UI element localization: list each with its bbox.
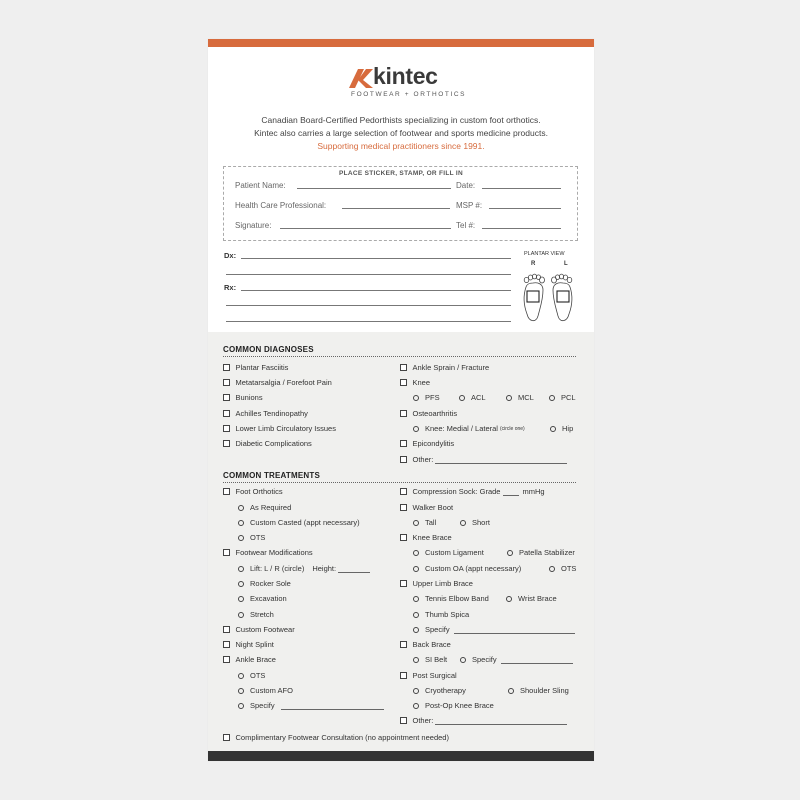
treatments-divider — [223, 482, 576, 483]
plantar-right-label: R — [531, 261, 536, 267]
tx-walker-tall[interactable]: Tall — [413, 518, 436, 527]
dx-bunions[interactable]: Bunions — [223, 393, 263, 402]
tx-walker-short[interactable]: Short — [460, 518, 490, 527]
tx-fm-lift[interactable]: Lift: L / R (circle) Height: — [238, 564, 370, 573]
radio[interactable] — [238, 612, 244, 618]
checkbox[interactable] — [400, 488, 407, 495]
checkbox[interactable] — [400, 641, 407, 648]
tx-night-splint[interactable]: Night Splint — [223, 640, 274, 649]
radio[interactable] — [413, 657, 419, 663]
ab-specify-field[interactable] — [281, 701, 384, 710]
date-field[interactable] — [482, 188, 561, 189]
hcp-label: Health Care Professional: — [235, 201, 327, 210]
circle-one-note: (circle one) — [499, 425, 525, 432]
tx-footwear-consultation[interactable]: Complimentary Footwear Consultation (no appointment needed) — [223, 733, 449, 742]
compression-grade-field[interactable] — [503, 487, 519, 496]
checkbox[interactable] — [223, 626, 230, 633]
radio[interactable] — [460, 657, 466, 663]
signature-label: Signature: — [235, 221, 272, 230]
radio[interactable] — [413, 520, 419, 526]
tx-post-cryo[interactable]: Cryotherapy — [413, 686, 466, 695]
dx-knee-acl[interactable]: ACL — [459, 393, 486, 402]
tx-foot-orthotics[interactable]: Foot Orthotics — [223, 487, 283, 496]
tx-footwear-mods[interactable]: Footwear Modifications — [223, 548, 313, 557]
tx-post-knee[interactable]: Post-Op Knee Brace — [413, 701, 494, 710]
dx-label: Dx: — [224, 251, 237, 260]
dx-circulatory[interactable]: Lower Limb Circulatory Issues — [223, 424, 336, 433]
date-label: Date: — [456, 181, 476, 190]
msp-field[interactable] — [489, 208, 561, 209]
tx-fm-rocker[interactable]: Rocker Sole — [238, 579, 291, 588]
dx-other[interactable]: Other: — [400, 455, 567, 464]
radio[interactable] — [238, 673, 244, 679]
dx-osteoarthritis[interactable]: Osteoarthritis — [400, 409, 457, 418]
plantar-feet-diagram[interactable] — [520, 272, 576, 326]
brand-name: kintec — [373, 63, 438, 89]
tx-back-brace[interactable]: Back Brace — [400, 640, 451, 649]
checkbox[interactable] — [400, 504, 407, 511]
tx-ab-custom-afo[interactable]: Custom AFO — [238, 686, 293, 695]
dx-line-1[interactable] — [241, 258, 511, 259]
radio[interactable] — [508, 688, 514, 694]
sticker-title: PLACE STICKER, STAMP, OR FILL IN — [208, 162, 594, 180]
radio[interactable] — [238, 505, 244, 511]
checkbox[interactable] — [400, 410, 407, 417]
tx-fm-stretch[interactable]: Stretch — [238, 610, 274, 619]
patient-name-label: Patient Name: — [235, 181, 286, 190]
checkbox[interactable] — [400, 440, 407, 447]
radio[interactable] — [413, 688, 419, 694]
dx-epicondylitis[interactable]: Epicondylitis — [400, 439, 454, 448]
checkbox[interactable] — [223, 394, 230, 401]
checkbox[interactable] — [223, 379, 230, 386]
tx-walker-boot[interactable]: Walker Boot — [400, 503, 453, 512]
dx-knee[interactable]: Knee — [400, 378, 430, 387]
tx-ul-wrist[interactable]: Wrist Brace — [506, 594, 557, 603]
kintec-logo — [348, 63, 467, 101]
rx-line-1[interactable] — [241, 290, 511, 291]
dx-metatarsalgia[interactable]: Metatarsalgia / Forefoot Pain — [223, 378, 332, 387]
kintec-k-mark-icon — [349, 67, 375, 89]
checkbox[interactable] — [223, 549, 230, 556]
radio[interactable] — [413, 550, 419, 556]
tx-upper-limb[interactable]: Upper Limb Brace — [400, 579, 473, 588]
radio[interactable] — [413, 426, 419, 432]
radio[interactable] — [506, 395, 512, 401]
radio[interactable] — [549, 566, 555, 572]
dx-knee-pfs[interactable]: PFS — [413, 393, 440, 402]
checkbox[interactable] — [223, 364, 230, 371]
checkbox[interactable] — [223, 734, 230, 741]
ul-specify-field[interactable] — [454, 625, 575, 634]
radio[interactable] — [506, 596, 512, 602]
radio[interactable] — [238, 535, 244, 541]
radio[interactable] — [238, 703, 244, 709]
intro-line-2: Kintec also carries a large selection of footwear and sports medicine products. — [254, 128, 548, 138]
checkbox[interactable] — [400, 456, 407, 463]
brand-tagline: FOOTWEAR + ORTHOTICS — [351, 91, 467, 98]
tel-field[interactable] — [482, 228, 561, 229]
fm-height-field[interactable] — [338, 564, 370, 573]
dx-oa-knee[interactable]: Knee: Medial / Lateral (circle one) — [413, 424, 525, 433]
checkbox[interactable] — [400, 580, 407, 587]
rx-line-2[interactable] — [226, 305, 511, 306]
back-specify-field[interactable] — [501, 655, 573, 664]
tx-ab-specify[interactable]: Specify — [238, 701, 384, 710]
dx-knee-mcl[interactable]: MCL — [506, 393, 534, 402]
checkbox[interactable] — [223, 440, 230, 447]
tx-back-specify[interactable]: Specify — [460, 655, 573, 664]
radio[interactable] — [238, 566, 244, 572]
tx-other-field[interactable] — [435, 716, 567, 725]
signature-field[interactable] — [280, 228, 451, 229]
checkbox[interactable] — [400, 379, 407, 386]
radio[interactable] — [413, 627, 419, 633]
tx-kb-custom-oa[interactable]: Custom OA (appt necessary) — [413, 564, 521, 573]
tx-post-surgical[interactable]: Post Surgical — [400, 671, 457, 680]
tx-compression-sock[interactable]: Compression Sock: Grade mmHg — [400, 487, 545, 496]
tel-label: Tel #: — [456, 221, 476, 230]
checkbox[interactable] — [400, 672, 407, 679]
dx-other-field[interactable] — [435, 455, 567, 464]
radio[interactable] — [413, 566, 419, 572]
checkbox[interactable] — [223, 641, 230, 648]
checkbox[interactable] — [223, 656, 230, 663]
dx-ankle-sprain[interactable]: Ankle Sprain / Fracture — [400, 363, 489, 372]
tx-kb-ots[interactable]: OTS — [549, 564, 576, 573]
radio[interactable] — [549, 395, 555, 401]
tx-fm-excavation[interactable]: Excavation — [238, 594, 287, 603]
tx-ab-ots[interactable]: OTS — [238, 671, 265, 680]
checkbox[interactable] — [400, 534, 407, 541]
dx-line-2[interactable] — [226, 274, 511, 275]
dx-diabetic[interactable]: Diabetic Complications — [223, 439, 312, 448]
plantar-left-label: L — [564, 261, 568, 267]
dx-plantar-fasciitis[interactable]: Plantar Fasciitis — [223, 363, 288, 372]
intro-line-3: Supporting medical practitioners since 1991. — [317, 141, 485, 151]
rx-line-3[interactable] — [226, 321, 511, 322]
dx-achilles[interactable]: Achilles Tendinopathy — [223, 409, 308, 418]
top-accent-bar — [208, 39, 594, 47]
plantar-view-title: PLANTAR VIEW — [524, 251, 565, 257]
radio[interactable] — [238, 596, 244, 602]
msp-label: MSP #: — [456, 201, 483, 210]
radio[interactable] — [459, 395, 465, 401]
diagnoses-divider — [223, 356, 576, 357]
treatments-heading: COMMON TREATMENTS — [223, 471, 321, 480]
tx-knee-brace[interactable]: Knee Brace — [400, 533, 452, 542]
checkbox[interactable] — [223, 425, 230, 432]
dx-knee-pcl[interactable]: PCL — [549, 393, 576, 402]
tx-fo-as-required[interactable]: As Required — [238, 503, 291, 512]
checkbox[interactable] — [400, 717, 407, 724]
intro-line-1: Canadian Board-Certified Pedorthists specializing in custom foot orthotics. — [261, 115, 541, 125]
hcp-field[interactable] — [342, 208, 450, 209]
tx-ul-thumb[interactable]: Thumb Spica — [413, 610, 469, 619]
tx-other[interactable]: Other: — [400, 716, 567, 725]
radio[interactable] — [238, 688, 244, 694]
radio[interactable] — [550, 426, 556, 432]
dx-oa-hip[interactable]: Hip — [550, 424, 573, 433]
diagnoses-heading: COMMON DIAGNOSES — [223, 345, 314, 354]
checkbox[interactable] — [223, 410, 230, 417]
radio[interactable] — [507, 550, 513, 556]
radio[interactable] — [460, 520, 466, 526]
tx-kb-patella[interactable]: Patella Stabilizer — [507, 548, 575, 557]
tx-fo-ots[interactable]: OTS — [238, 533, 265, 542]
patient-name-field[interactable] — [297, 188, 451, 189]
radio[interactable] — [238, 520, 244, 526]
radio[interactable] — [413, 703, 419, 709]
referral-form — [208, 39, 594, 761]
radio[interactable] — [413, 395, 419, 401]
radio[interactable] — [413, 596, 419, 602]
radio[interactable] — [238, 581, 244, 587]
tx-post-shoulder[interactable]: Shoulder Sling — [508, 686, 569, 695]
tx-back-si-belt[interactable]: SI Belt — [413, 655, 447, 664]
checkbox[interactable] — [223, 488, 230, 495]
tx-ul-tennis[interactable]: Tennis Elbow Band — [413, 594, 489, 603]
bottom-bar — [208, 751, 594, 761]
checkbox[interactable] — [400, 364, 407, 371]
tx-ul-specify[interactable]: Specify — [413, 625, 575, 634]
rx-label: Rx: — [224, 283, 237, 292]
radio[interactable] — [413, 612, 419, 618]
tx-custom-footwear[interactable]: Custom Footwear — [223, 625, 295, 634]
tx-ankle-brace[interactable]: Ankle Brace — [223, 655, 276, 664]
tx-kb-ligament[interactable]: Custom Ligament — [413, 548, 484, 557]
tx-fo-custom-casted[interactable]: Custom Casted (appt necessary) — [238, 518, 360, 527]
